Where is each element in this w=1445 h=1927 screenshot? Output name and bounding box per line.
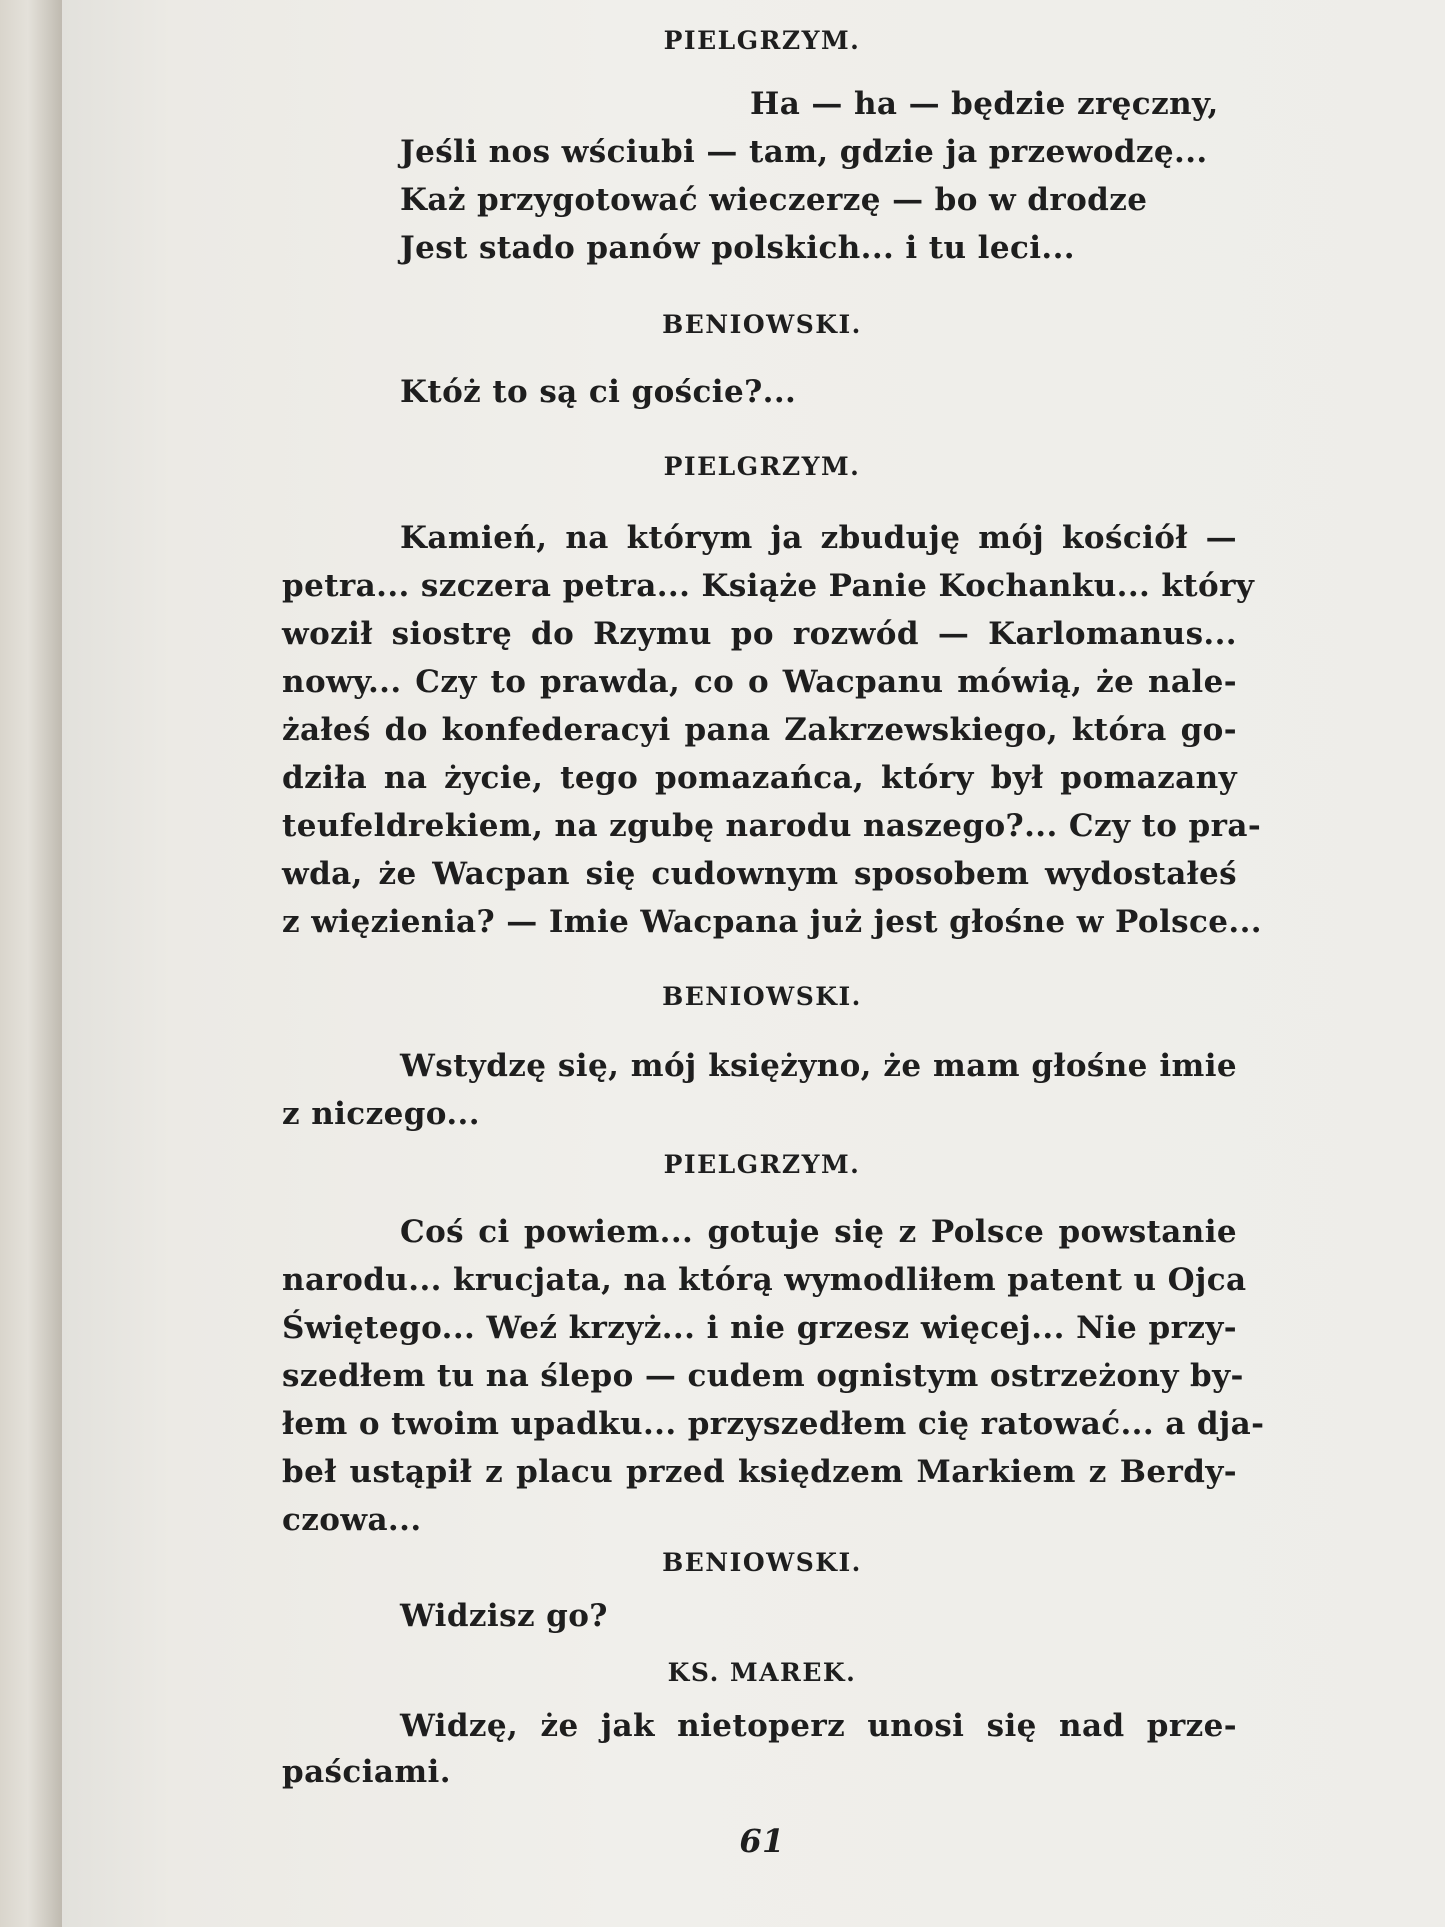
prose-line: narodu... krucjata, na którą wymodliłem patent u Ojca <box>282 1262 1247 1298</box>
prose-line: Świętego... Weź krzyż... i nie grzesz więcej... Nie przy- <box>282 1310 1237 1346</box>
prose-line: Kamień, na którym ja zbuduję mój kościół — <box>400 520 1237 556</box>
speaker-heading: BENIOWSKI. <box>662 1548 862 1577</box>
prose-line: nowy... Czy to prawda, co o Wacpanu mówią, że nale- <box>282 664 1237 700</box>
verse-line: Widzisz go? <box>400 1598 608 1634</box>
prose-line: dziła na życie, tego pomazańca, który był pomazany <box>282 760 1237 796</box>
prose-line: Widzę, że jak nietoperz unosi się nad prze- <box>400 1708 1237 1744</box>
prose-line: Wstydzę się, mój księżyno, że mam głośne imie <box>400 1048 1237 1084</box>
prose-line: petra... szczera petra... Książe Panie Kochanku... który <box>282 568 1255 604</box>
verse-line: Ha — ha — będzie zręczny, <box>750 86 1219 122</box>
verse-line: Któż to są ci goście?... <box>400 374 797 410</box>
prose-line: czowa... <box>282 1502 422 1538</box>
prose-line: żałeś do konfederacyi pana Zakrzewskiego, która go- <box>282 712 1237 748</box>
speaker-heading: BENIOWSKI. <box>662 982 862 1011</box>
speaker-heading: PIELGRZYM. <box>663 452 861 481</box>
prose-line: z więzienia? — Imie Wacpana już jest głośne w Polsce... <box>282 904 1262 940</box>
speaker-heading: KS. MAREK. <box>667 1658 857 1687</box>
prose-line: wda, że Wacpan się cudownym sposobem wydostałeś <box>282 856 1237 892</box>
book-spine <box>0 0 62 1927</box>
speaker-heading: PIELGRZYM. <box>663 26 861 55</box>
speaker-heading: BENIOWSKI. <box>662 310 862 339</box>
prose-line: szedłem tu na ślepo — cudem ognistym ostrzeżony by- <box>282 1358 1244 1394</box>
verse-line: Jest stado panów polskich... i tu leci... <box>400 230 1075 266</box>
verse-line: Każ przygotować wieczerzę — bo w drodze <box>400 182 1148 218</box>
prose-line: łem o twoim upadku... przyszedłem cię ratować... a dja- <box>282 1406 1265 1442</box>
verse-line: Jeśli nos wściubi — tam, gdzie ja przewodzę... <box>400 134 1208 170</box>
prose-line: teufeldrekiem, na zgubę narodu naszego?... Czy to pra- <box>282 808 1262 844</box>
prose-line: Coś ci powiem... gotuje się z Polsce powstanie <box>400 1214 1237 1250</box>
book-page <box>62 0 1445 1927</box>
prose-line: beł ustąpił z placu przed księdzem Markiem z Berdy- <box>282 1454 1237 1490</box>
page-number: 61 <box>739 1822 785 1860</box>
prose-line: z niczego... <box>282 1096 480 1132</box>
speaker-heading: PIELGRZYM. <box>663 1150 861 1179</box>
prose-line: paściami. <box>282 1754 451 1790</box>
prose-line: woził siostrę do Rzymu po rozwód — Karlomanus... <box>282 616 1237 652</box>
